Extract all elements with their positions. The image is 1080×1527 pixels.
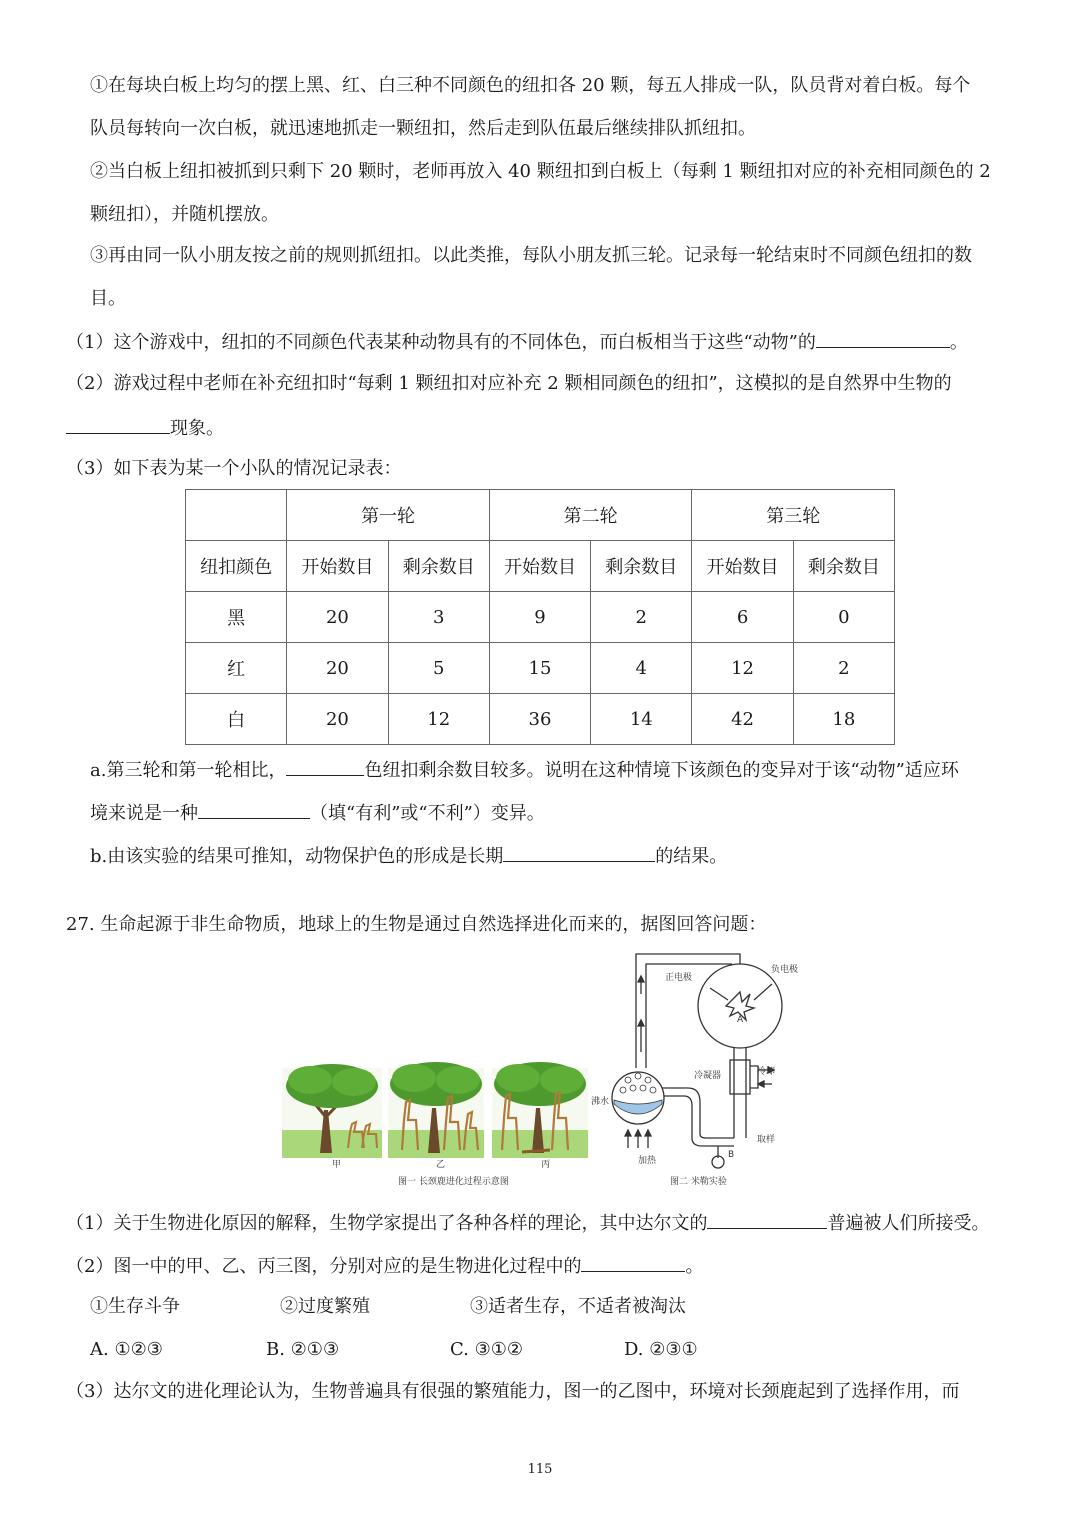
giraffe-evolution-figure bbox=[282, 1058, 588, 1164]
table-cell: 20 bbox=[287, 592, 388, 643]
table-cell: 12 bbox=[388, 694, 489, 745]
flask-b-label: B bbox=[728, 1150, 735, 1160]
boiling-water-label: 沸水 bbox=[591, 1097, 610, 1107]
answer-blank-a1[interactable] bbox=[286, 757, 364, 776]
option-1: ①生存斗争 bbox=[90, 1296, 180, 1317]
choice-c[interactable]: C. ③①② bbox=[450, 1339, 523, 1360]
table-cell: 2 bbox=[793, 643, 894, 694]
question-27: 27. 生命起源于非生命物质，地球上的生物是通过自然选择进化而来的，据图回答问题： bbox=[66, 914, 767, 935]
option-3: ③适者生存，不适者被淘汰 bbox=[470, 1296, 686, 1317]
question-a-line1 bbox=[90, 757, 959, 783]
table-cell: 5 bbox=[388, 643, 489, 694]
miller-experiment-figure bbox=[600, 948, 810, 1173]
sample-label: 取样 bbox=[757, 1135, 776, 1145]
part-1-text: （1）关于生物进化原因的解释，生物学家提出了各种各样的理论，其中达尔文的 bbox=[66, 1213, 708, 1234]
table-cell: 0 bbox=[793, 592, 894, 643]
negative-electrode-label: 负电极 bbox=[771, 965, 799, 975]
panel-yi bbox=[388, 1062, 484, 1158]
part-1 bbox=[66, 1210, 989, 1236]
table-corner-cell bbox=[186, 490, 287, 541]
choice-a[interactable]: A. ①②③ bbox=[90, 1339, 163, 1360]
question-2-line1: （2）游戏过程中老师在补充纽扣时“每剩 1 颗纽扣对应补充 2 颗相同颜色的纽扣”，这模拟的是自然界中生物的 bbox=[66, 373, 952, 394]
flask-a-label: A bbox=[737, 1015, 744, 1025]
question-b bbox=[90, 843, 727, 869]
table-row-red bbox=[186, 643, 895, 694]
choice-b[interactable]: B. ②①③ bbox=[266, 1339, 340, 1360]
answer-blank-p1[interactable] bbox=[707, 1210, 827, 1229]
question-1-text: （1）这个游戏中，纽扣的不同颜色代表某种动物具有的不同体色，而白板相当于这些“动物”的 bbox=[66, 332, 816, 353]
table-cell: 2 bbox=[591, 592, 692, 643]
table-cell: 9 bbox=[489, 592, 590, 643]
figure1-label-yi: 乙 bbox=[436, 1160, 446, 1170]
answer-blank-2[interactable] bbox=[66, 415, 170, 434]
header-cell: 剩余数目 bbox=[388, 541, 489, 592]
option-2: ②过度繁殖 bbox=[280, 1296, 370, 1317]
question-a-text-4: （填“有利”或“不利”）变异。 bbox=[310, 803, 545, 824]
panel-jia bbox=[282, 1064, 382, 1158]
table-cell: 20 bbox=[287, 694, 388, 745]
part-2-text: （2）图一中的甲、乙、丙三图，分别对应的是生物进化过程中的 bbox=[66, 1256, 582, 1277]
round-1-header: 第一轮 bbox=[287, 490, 490, 541]
step3-line2: 目。 bbox=[90, 288, 126, 309]
header-cell: 纽扣颜色 bbox=[186, 541, 287, 592]
header-cell: 开始数目 bbox=[692, 541, 793, 592]
part-2-end: 。 bbox=[685, 1256, 704, 1277]
table-cell: 12 bbox=[692, 643, 793, 694]
part-3: （3）达尔文的进化理论认为，生物普遍具有很强的繁殖能力，图一的乙图中，环境对长颈鹿起到了选择作用，而 bbox=[66, 1381, 960, 1402]
table-row-white bbox=[186, 694, 895, 745]
question-a-text-3: 境来说是一种 bbox=[90, 803, 198, 824]
header-cell: 剩余数目 bbox=[793, 541, 894, 592]
table-cell: 白 bbox=[186, 694, 287, 745]
answer-blank-b[interactable] bbox=[503, 843, 655, 862]
table-cell: 42 bbox=[692, 694, 793, 745]
step1-line1: ①在每块白板上均匀的摆上黑、红、白三种不同颜色的纽扣各 20 颗，每五人排成一队，队员背对着白板。每个 bbox=[90, 75, 971, 96]
step1-line2: 队员每转向一次白板，就迅速地抓走一颗纽扣，然后走到队伍最后继续排队抓纽扣。 bbox=[90, 118, 756, 139]
table-cell: 14 bbox=[591, 694, 692, 745]
table-row-black bbox=[186, 592, 895, 643]
table-cell: 20 bbox=[287, 643, 388, 694]
positive-electrode-label: 正电极 bbox=[665, 973, 693, 983]
figure2-caption: 图二 米勒实验 bbox=[670, 1177, 727, 1187]
question-b-text: b.由该实验的结果可推知，动物保护色的形成是长期 bbox=[90, 846, 504, 867]
round-3-header: 第三轮 bbox=[692, 490, 895, 541]
answer-blank-a2[interactable] bbox=[198, 800, 310, 819]
table-cell: 18 bbox=[793, 694, 894, 745]
cooling-label: 冷却 bbox=[757, 1067, 776, 1077]
answer-blank-1[interactable] bbox=[816, 329, 950, 348]
figure1-label-bing: 丙 bbox=[541, 1160, 551, 1170]
question-3-title: （3）如下表为某一个小队的情况记录表： bbox=[66, 458, 402, 479]
header-cell: 剩余数目 bbox=[591, 541, 692, 592]
table-cell: 红 bbox=[186, 643, 287, 694]
table-cell: 15 bbox=[489, 643, 590, 694]
part-2 bbox=[66, 1253, 703, 1279]
question-a-line2 bbox=[90, 800, 545, 826]
question-b-end: 的结果。 bbox=[655, 846, 728, 867]
question-1 bbox=[66, 329, 968, 355]
figure1-label-jia: 甲 bbox=[332, 1160, 342, 1170]
choice-d[interactable]: D. ②③① bbox=[624, 1339, 698, 1360]
question-a-text-2: 色纽扣剩余数目较多。说明在这种情境下该颜色的变异对于该“动物”适应环 bbox=[364, 760, 959, 781]
step3-line1: ③再由同一队小朋友按之前的规则抓纽扣。以此类推，每队小朋友抓三轮。记录每一轮结束时不同颜色纽扣的数 bbox=[90, 245, 972, 266]
round-2-header: 第二轮 bbox=[489, 490, 692, 541]
condenser-label: 冷凝器 bbox=[694, 1071, 722, 1081]
table-cell: 3 bbox=[388, 592, 489, 643]
header-cell: 开始数目 bbox=[287, 541, 388, 592]
panel-bing bbox=[492, 1062, 588, 1158]
heat-label: 加热 bbox=[638, 1156, 657, 1166]
question-a-text: a.第三轮和第一轮相比， bbox=[90, 760, 287, 781]
question-1-end: 。 bbox=[949, 332, 968, 353]
table-cell: 6 bbox=[692, 592, 793, 643]
header-cell: 开始数目 bbox=[489, 541, 590, 592]
step2-line2: 颗纽扣），并随机摆放。 bbox=[90, 204, 279, 225]
part-1-end: 普遍被人们所接受。 bbox=[827, 1213, 990, 1234]
table-cell: 4 bbox=[591, 643, 692, 694]
step2-line1: ②当白板上纽扣被抓到只剩下 20 颗时，老师再放入 40 颗纽扣到白板上（每剩 1 颗纽扣对应的补充相同颜色的 2 bbox=[90, 161, 991, 182]
table-cell: 36 bbox=[489, 694, 590, 745]
table-header-row bbox=[186, 541, 895, 592]
page-number: 115 bbox=[527, 1462, 553, 1477]
answer-blank-p2[interactable] bbox=[581, 1253, 685, 1272]
table-cell: 黑 bbox=[186, 592, 287, 643]
question-2-line2 bbox=[66, 415, 224, 441]
figure1-caption: 图一 长颈鹿进化过程示意图 bbox=[398, 1177, 509, 1187]
table-round-row bbox=[186, 490, 895, 541]
question-2-end: 现象。 bbox=[170, 418, 224, 439]
record-table bbox=[185, 489, 895, 745]
